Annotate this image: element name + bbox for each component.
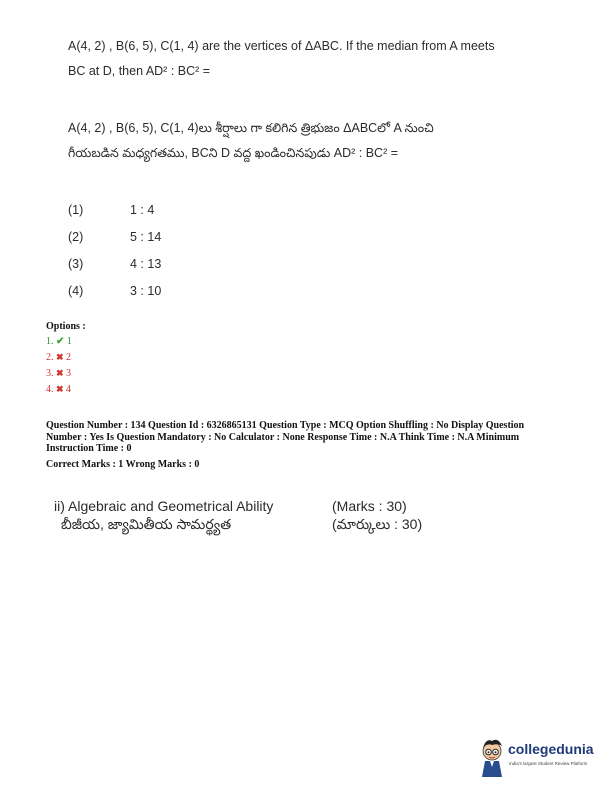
logo-tagline: India's largest Student Review Platform bbox=[509, 761, 588, 766]
option-mark-number: 4. bbox=[46, 384, 54, 395]
option-mark-label: 1 bbox=[66, 336, 72, 347]
option-mark-4 bbox=[46, 384, 71, 395]
option-mark-2 bbox=[46, 352, 71, 363]
option-mark-label: 3 bbox=[66, 368, 72, 379]
question-english bbox=[68, 34, 538, 84]
option-mark-label: 4 bbox=[66, 384, 72, 395]
section-title-telugu: బీజీయ, జ్యామితీయ సామర్థ్యత bbox=[61, 516, 232, 532]
option-mark-number: 3. bbox=[46, 368, 54, 379]
option-value: 1 : 4 bbox=[130, 203, 155, 217]
question-telugu bbox=[68, 116, 548, 166]
answer-option-2 bbox=[68, 230, 161, 244]
question-telugu-line-1: A(4, 2) , B(6, 5), C(1, 4)లు శీర్షాలు గా కలిగిన త్రిభుజం ΔABCలో A నుంచి bbox=[68, 121, 434, 135]
answer-option-3 bbox=[68, 257, 161, 271]
marks-info: Correct Marks : 1 Wrong Marks : 0 bbox=[46, 459, 200, 470]
option-value: 5 : 14 bbox=[130, 230, 162, 244]
cross-icon: ✖ bbox=[56, 384, 64, 394]
question-metadata bbox=[46, 420, 571, 455]
option-mark-number: 1. bbox=[46, 336, 54, 347]
option-value: 3 : 10 bbox=[130, 284, 162, 298]
answer-option-1 bbox=[68, 203, 154, 217]
question-telugu-line-2: గీయబడిన మధ్యగతము, BCని D వద్ద ఖండించినపుడు AD² : BC² = bbox=[68, 146, 399, 160]
metadata-line-3: Instruction Time : 0 bbox=[46, 443, 132, 454]
cross-icon: ✖ bbox=[56, 368, 64, 378]
option-value: 4 : 13 bbox=[130, 257, 162, 271]
metadata-line-2: Number : Yes Is Question Mandatory : No Calculator : None Response Time : N.A Think Time : N.A Minimum bbox=[46, 431, 520, 443]
cross-icon: ✖ bbox=[56, 352, 64, 362]
section-title-english: ii) Algebraic and Geometrical Ability bbox=[54, 498, 274, 514]
section-marks-telugu: (మార్కులు : 30) bbox=[332, 516, 423, 532]
option-number: (4) bbox=[68, 284, 84, 298]
options-heading: Options : bbox=[46, 321, 86, 332]
option-number: (3) bbox=[68, 257, 84, 271]
collegedunia-logo bbox=[478, 737, 608, 783]
section-marks-english: (Marks : 30) bbox=[332, 498, 407, 514]
option-mark-3 bbox=[46, 368, 71, 379]
option-mark-1 bbox=[46, 336, 72, 347]
question-english-line-1: A(4, 2) , B(6, 5), C(1, 4) are the vertices of ΔABC. If the median from A meets bbox=[68, 39, 495, 53]
mascot-icon bbox=[478, 737, 508, 783]
question-english-line-2: BC at D, then AD² : BC² = bbox=[68, 64, 211, 78]
option-mark-number: 2. bbox=[46, 352, 54, 363]
option-number: (2) bbox=[68, 230, 84, 244]
answer-option-4 bbox=[68, 284, 161, 298]
option-number: (1) bbox=[68, 203, 84, 217]
option-mark-label: 2 bbox=[66, 352, 72, 363]
check-icon: ✔ bbox=[56, 336, 65, 347]
metadata-line-1: Question Number : 134 Question Id : 6326865131 Question Type : MCQ Option Shuffling : No Display Question bbox=[46, 420, 525, 431]
logo-name: collegedunia bbox=[508, 741, 594, 757]
